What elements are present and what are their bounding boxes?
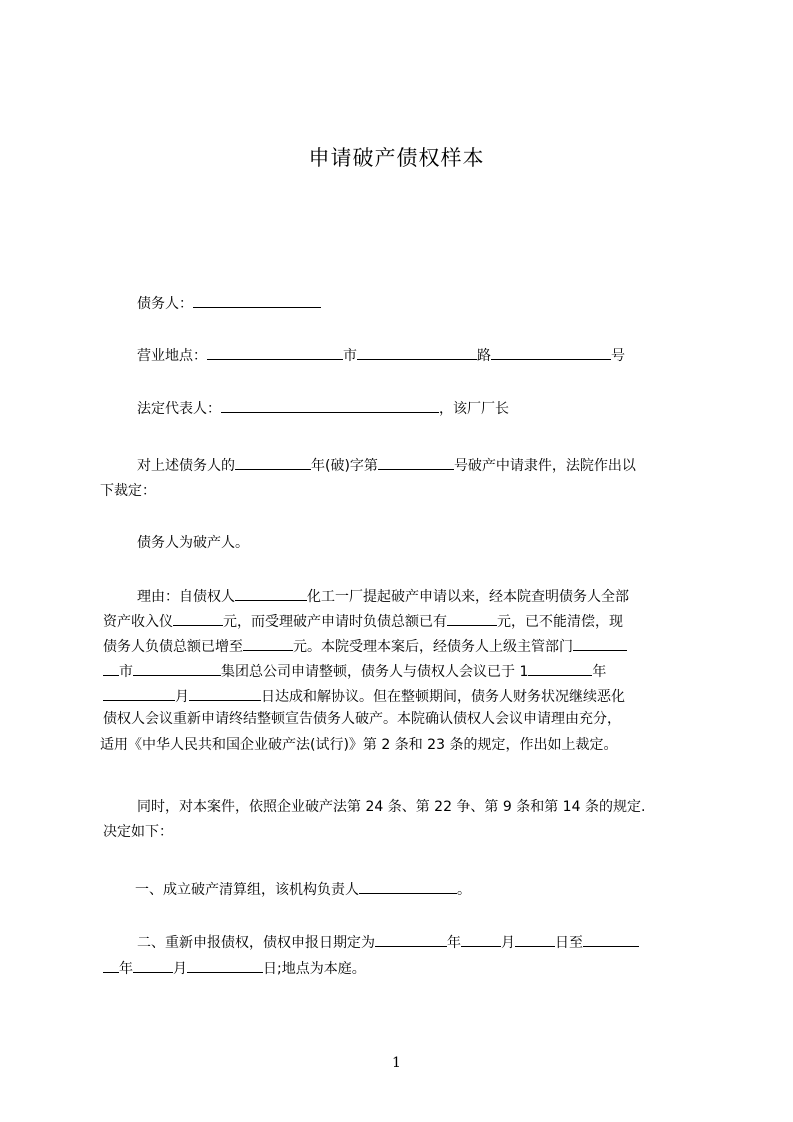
reason-line-3 bbox=[103, 636, 627, 655]
address-line bbox=[137, 345, 625, 364]
meeting-month-blank[interactable] bbox=[103, 686, 175, 701]
item-2-text: 年 bbox=[119, 961, 133, 977]
end-day-blank[interactable] bbox=[187, 958, 263, 973]
end-year-blank[interactable] bbox=[583, 932, 639, 947]
meeting-day-blank[interactable] bbox=[189, 686, 261, 701]
case-number-blank[interactable] bbox=[378, 455, 454, 470]
reason-text: 化工一厂提起破产申请以来，经本院查明债务人全部 bbox=[307, 589, 629, 605]
debtor-label: 债务人： bbox=[137, 296, 193, 312]
case-year-blank[interactable] bbox=[235, 455, 311, 470]
ruling-text: 债务人为破产人。 bbox=[137, 535, 249, 551]
item-2-text: 月 bbox=[173, 961, 187, 977]
address-road-blank[interactable] bbox=[357, 345, 477, 360]
item-2-text: 二、重新申报债权，债权申报日期定为 bbox=[137, 935, 375, 951]
item-2-text: 月 bbox=[501, 935, 515, 951]
reason-line-7: 适用《中华人民共和国企业破产法(试行)》第 2 条和 23 条的规定，作出如上裁定。 bbox=[100, 737, 618, 753]
intro-line-1 bbox=[137, 455, 636, 474]
item-1-text: 一、成立破产清算组，该机构负责人 bbox=[135, 882, 359, 898]
item-2-text: 日至 bbox=[555, 935, 583, 951]
legal-rep-label: 法定代表人： bbox=[137, 401, 221, 417]
debtor-line bbox=[137, 293, 321, 312]
document-title: 申请破产债权样本 bbox=[308, 146, 485, 170]
reason-text: 市 bbox=[119, 664, 133, 680]
item-2-line-2 bbox=[103, 958, 366, 977]
address-city-label: 市 bbox=[343, 348, 357, 364]
reason-text: 集团总公司申请整顿，债务人与债权人会议已于 1 bbox=[221, 664, 529, 680]
address-city-blank[interactable] bbox=[207, 345, 343, 360]
item-2-line-1 bbox=[137, 932, 639, 951]
start-day-blank[interactable] bbox=[515, 932, 555, 947]
also-line-2: 决定如下： bbox=[103, 824, 173, 840]
legal-rep-blank[interactable] bbox=[221, 398, 439, 413]
assets-blank[interactable] bbox=[173, 611, 223, 626]
end-month-blank[interactable] bbox=[133, 958, 173, 973]
reason-line-4 bbox=[103, 661, 606, 680]
department-blank[interactable] bbox=[573, 636, 627, 651]
reason-text: 日达成和解协议。但在整顿期间，债务人财务状况继续恶化 bbox=[261, 689, 625, 705]
end-year-blank-cont[interactable] bbox=[103, 958, 119, 973]
reason-text: 月 bbox=[175, 689, 189, 705]
item-1 bbox=[135, 879, 471, 898]
meeting-year-blank[interactable] bbox=[528, 661, 592, 676]
reason-text: 理由：自债权人 bbox=[137, 589, 235, 605]
item-2-text: 年 bbox=[447, 935, 461, 951]
also-line-1: 同时，对本案件，依照企业破产法第 24 条、第 22 争、第 9 条和第 14 条的规定. bbox=[137, 799, 646, 815]
address-road-label: 路 bbox=[477, 348, 491, 364]
group-blank[interactable] bbox=[133, 661, 221, 676]
start-month-blank[interactable] bbox=[461, 932, 501, 947]
page-number: 1 bbox=[392, 1055, 401, 1071]
intro-text: 年(破)字第 bbox=[311, 458, 378, 474]
reason-text: 元，而受理破产申请时负债总额已有 bbox=[223, 614, 447, 630]
legal-rep-suffix: ，该厂厂长 bbox=[439, 401, 509, 417]
reason-line-5 bbox=[103, 686, 625, 705]
debtor-blank[interactable] bbox=[193, 293, 321, 308]
reason-text: 债务人负债总额已增至 bbox=[103, 639, 243, 655]
liquidation-head-blank[interactable] bbox=[359, 879, 457, 894]
reason-text: 元，已不能清偿，现 bbox=[497, 614, 623, 630]
total-liabilities-blank[interactable] bbox=[243, 636, 293, 651]
reason-line-2 bbox=[103, 611, 623, 630]
intro-line-2: 下裁定： bbox=[100, 483, 156, 499]
reason-text: 年 bbox=[592, 664, 607, 680]
legal-rep-line bbox=[137, 398, 509, 417]
address-label: 营业地点： bbox=[137, 348, 207, 364]
item-1-end: 。 bbox=[457, 882, 471, 898]
address-number-label: 号 bbox=[611, 348, 625, 364]
address-number-blank[interactable] bbox=[491, 345, 611, 360]
intro-text: 对上述债务人的 bbox=[137, 458, 235, 474]
reason-text: 元。本院受理本案后，经债务人上级主管部门 bbox=[293, 639, 573, 655]
reason-line-6: 债权人会议重新申请终结整顿宣告债务人破产。本院确认债权人会议申请理由充分， bbox=[103, 711, 621, 727]
start-year-blank[interactable] bbox=[375, 932, 447, 947]
intro-text: 号破产中请隶件，法院作出以 bbox=[453, 458, 636, 474]
liabilities-blank[interactable] bbox=[447, 611, 497, 626]
reason-line-1 bbox=[137, 586, 629, 605]
reason-text: 资产收入仪 bbox=[103, 614, 173, 630]
creditor-blank[interactable] bbox=[235, 586, 307, 601]
item-2-text: 日;地点为本庭。 bbox=[263, 961, 366, 977]
department-blank-cont[interactable] bbox=[103, 661, 119, 676]
